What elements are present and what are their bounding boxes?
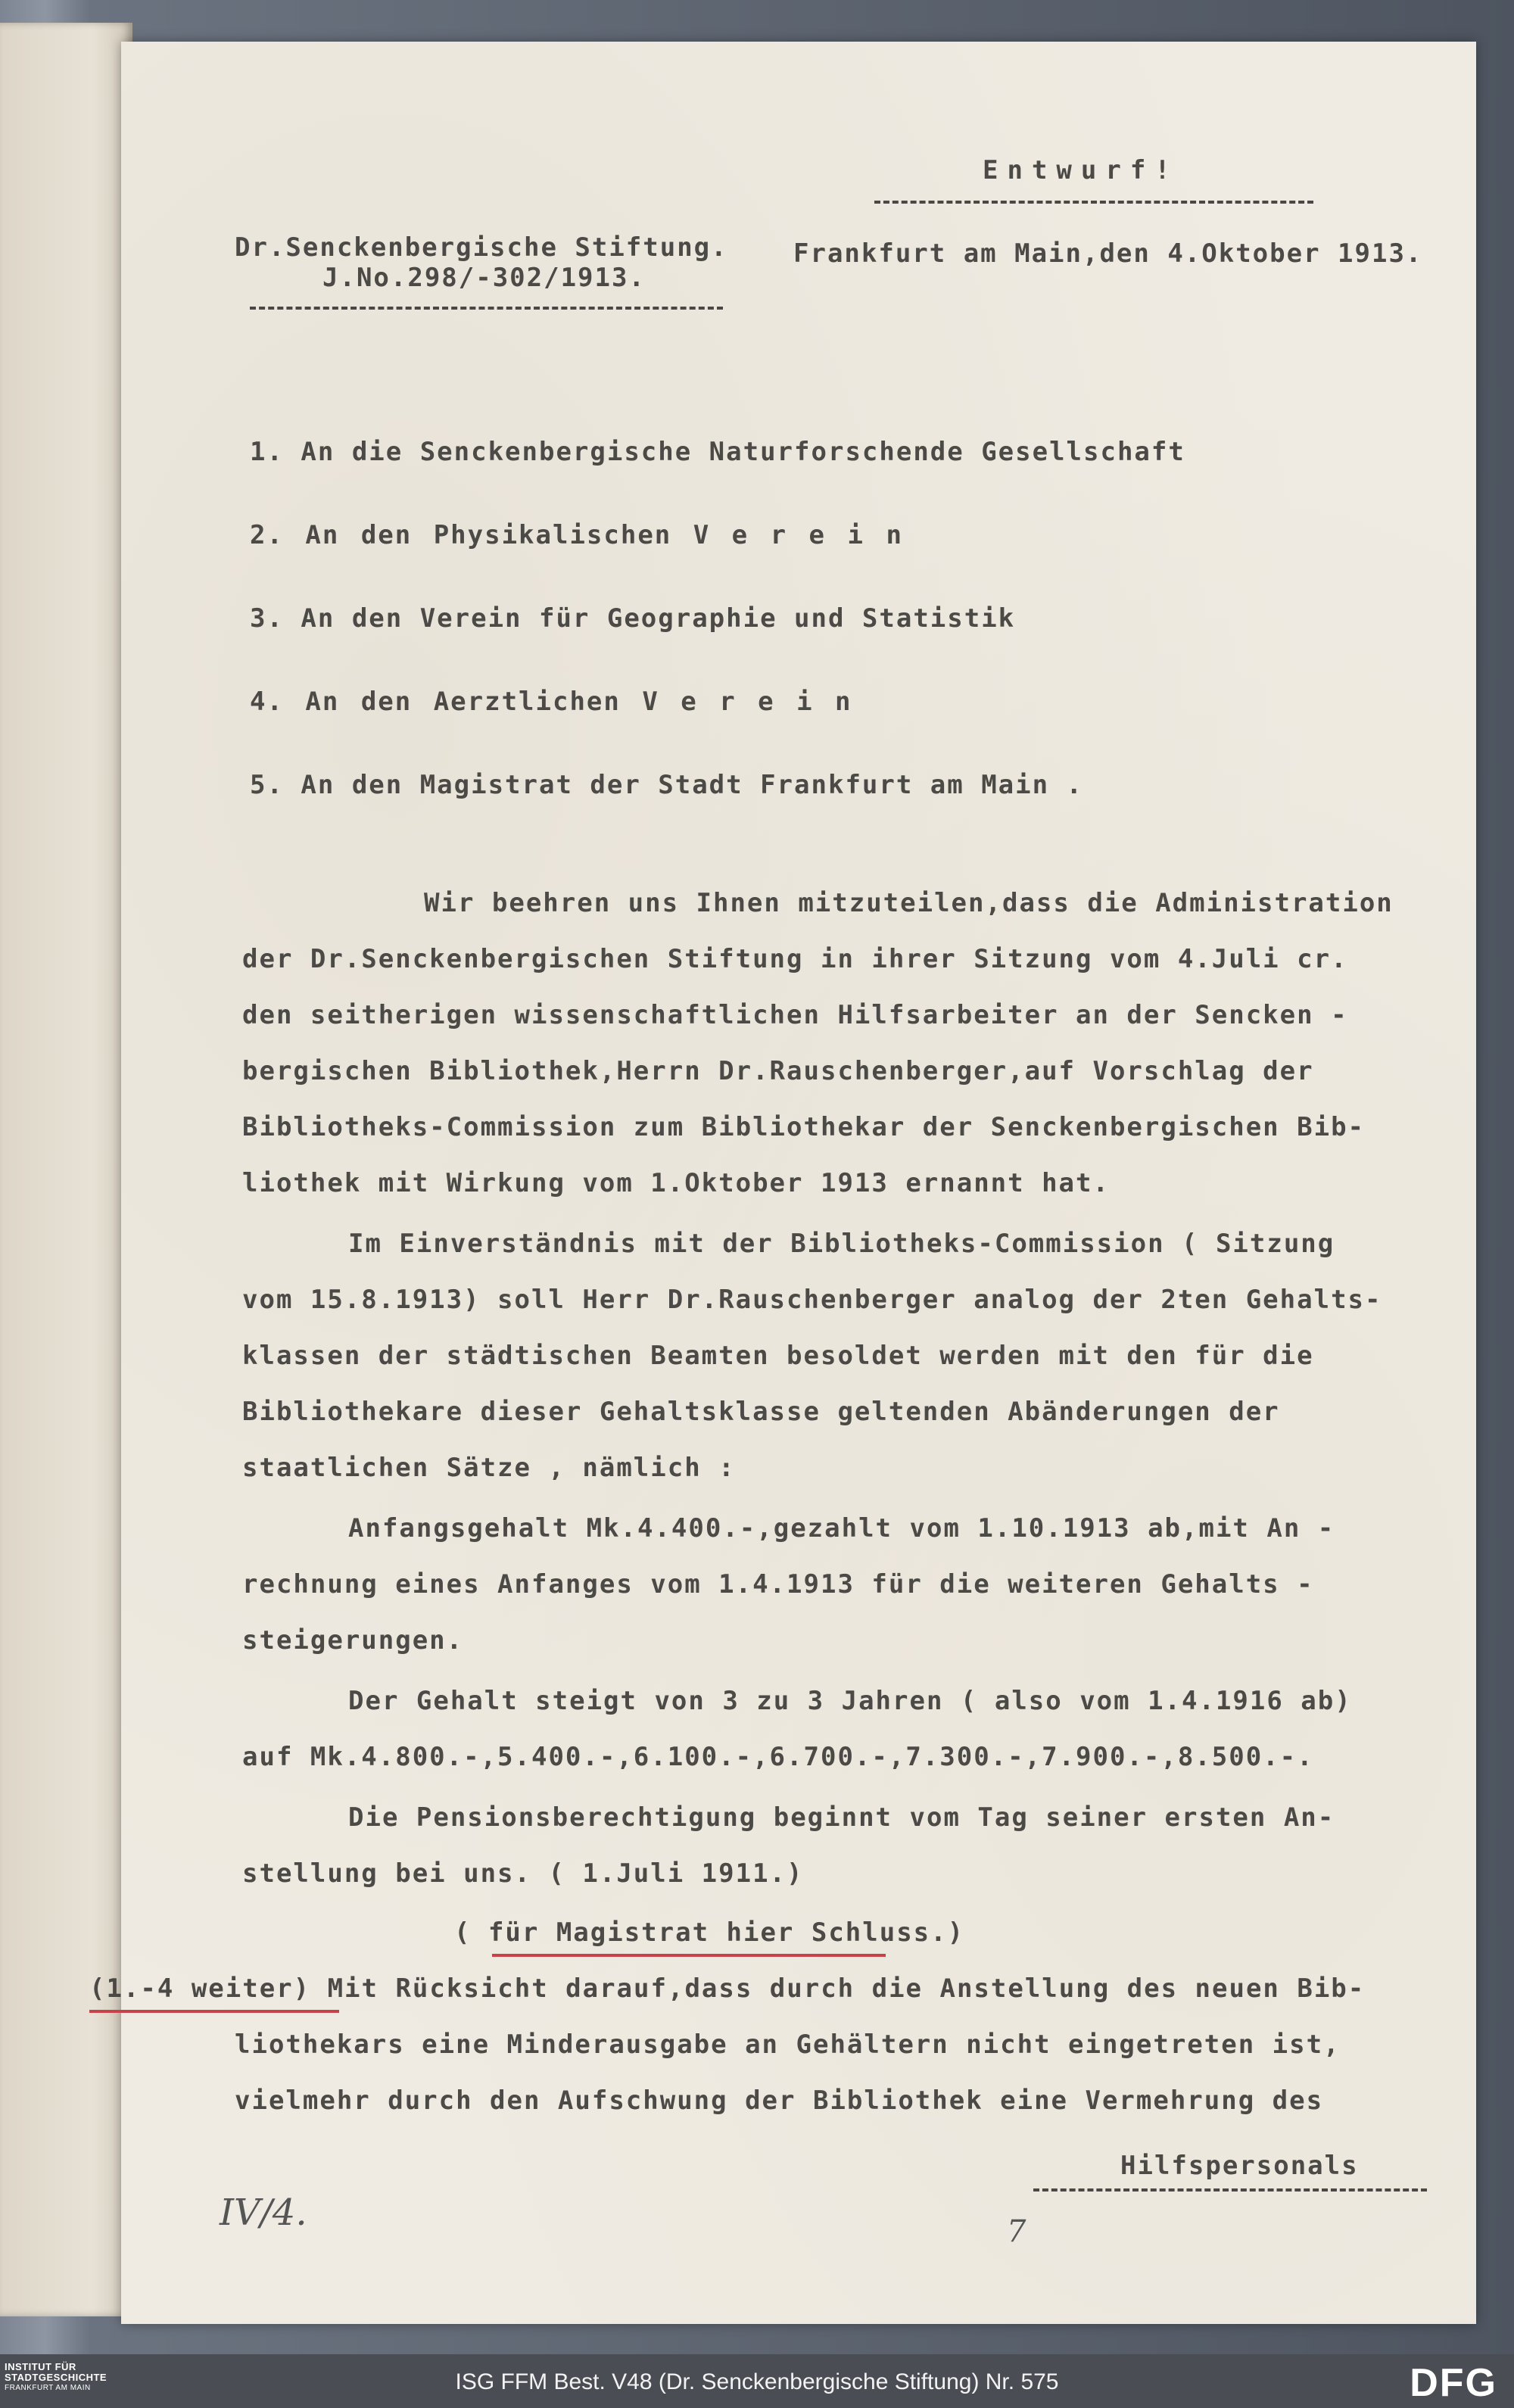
body-line: Bibliothekare dieser Gehaltsklasse geltenden Abänderungen der: [242, 1397, 1280, 1427]
body-line: rechnung eines Anfanges vom 1.4.1913 für die weiteren Gehalts -: [242, 1569, 1314, 1600]
body-line: stellung bei uns. ( 1.Juli 1911.): [242, 1858, 804, 1889]
body-line: vielmehr durch den Aufschwung der Bibliothek eine Vermehrung des: [235, 2086, 1324, 2116]
body-line: steigerungen.: [242, 1625, 464, 1656]
body-line: bergischen Bibliothek,Herrn Dr.Rauschenberger,auf Vorschlag der: [242, 1056, 1314, 1086]
sender-name: Dr.Senckenbergische Stiftung.: [235, 232, 728, 263]
red-underline-magistrat: [492, 1954, 886, 1957]
body-line: Im Einverständnis mit der Bibliotheks-Commission ( Sitzung: [348, 1229, 1335, 1259]
body-line: Anfangsgehalt Mk.4.400.-,gezahlt vom 1.10.1913 ab,mit An -: [348, 1513, 1335, 1544]
body-line: liothekars eine Minderausgabe an Gehältern nicht eingetreten ist,: [235, 2030, 1341, 2060]
document-page: [89, 42, 1476, 2324]
heading: Entwurf!: [983, 155, 1179, 185]
sender-underline: [250, 307, 723, 310]
body-line: klassen der städtischen Beamten besoldet werden mit den für die: [242, 1341, 1314, 1371]
recipient-1: 1. An die Senckenbergische Naturforschende Gesellschaft: [250, 437, 1185, 467]
recipient-5: 5. An den Magistrat der Stadt Frankfurt am Main .: [250, 770, 1084, 800]
archive-signature: ISG FFM Best. V48 (Dr. Senckenbergische Stiftung) Nr. 575: [455, 2369, 1059, 2394]
body-line: staatlichen Sätze , nämlich :: [242, 1453, 736, 1483]
recipient-2: 2. An den Physikalischen V e r e i n: [250, 520, 903, 550]
body-line: liothek mit Wirkung vom 1.Oktober 1913 ernannt hat.: [242, 1168, 1110, 1198]
body-line: Der Gehalt steigt von 3 zu 3 Jahren ( also vom 1.4.1916 ab): [348, 1686, 1352, 1716]
institution-line: STADTGESCHICHTE: [5, 2372, 107, 2383]
catchword-underline: [1033, 2188, 1427, 2191]
body-line: (1.-4 weiter) Mit Rücksicht darauf,dass durch die Anstellung des neuen Bib-: [89, 1973, 1366, 2004]
body-line: Wir beehren uns Ihnen mitzuteilen,dass die Administration: [424, 888, 1394, 918]
institution-line: INSTITUT FÜR: [5, 2361, 76, 2372]
reference-number: J.No.298/-302/1913.: [322, 263, 646, 293]
archive-footer: [0, 2354, 1514, 2408]
body-line: Bibliotheks-Commission zum Bibliothekar der Senckenbergischen Bib-: [242, 1112, 1366, 1142]
dfg-logo: DFG: [1410, 2361, 1497, 2405]
recipient-3: 3. An den Verein für Geographie und Statistik: [250, 603, 1016, 634]
red-underline-weiter: [89, 2010, 339, 2013]
body-line: vom 15.8.1913) soll Herr Dr.Rauschenberger analog der 2ten Gehalts-: [242, 1285, 1382, 1315]
place-date: Frankfurt am Main,den 4.Oktober 1913.: [793, 238, 1423, 269]
pencil-folio-mark: IV/4.: [220, 2191, 307, 2234]
underlying-sheet: [0, 23, 132, 2316]
institution-line: FRANKFURT AM MAIN: [5, 2384, 91, 2392]
recipient-4: 4. An den Aerztlichen V e r e i n: [250, 687, 852, 717]
body-line: auf Mk.4.800.-,5.400.-,6.100.-,6.700.-,7.300.-,7.900.-,8.500.-.: [242, 1742, 1314, 1772]
magistrat-end-note: ( für Magistrat hier Schluss.): [454, 1917, 965, 1948]
heading-underline: [874, 201, 1313, 204]
pencil-page-number: 7: [1007, 2214, 1026, 2249]
body-line: Die Pensionsberechtigung beginnt vom Tag seiner ersten An-: [348, 1802, 1335, 1833]
catchword: Hilfspersonals: [1120, 2151, 1359, 2181]
body-line: der Dr.Senckenbergischen Stiftung in ihrer Sitzung vom 4.Juli cr.: [242, 944, 1348, 974]
body-line: den seitherigen wissenschaftlichen Hilfsarbeiter an der Sencken -: [242, 1000, 1348, 1030]
